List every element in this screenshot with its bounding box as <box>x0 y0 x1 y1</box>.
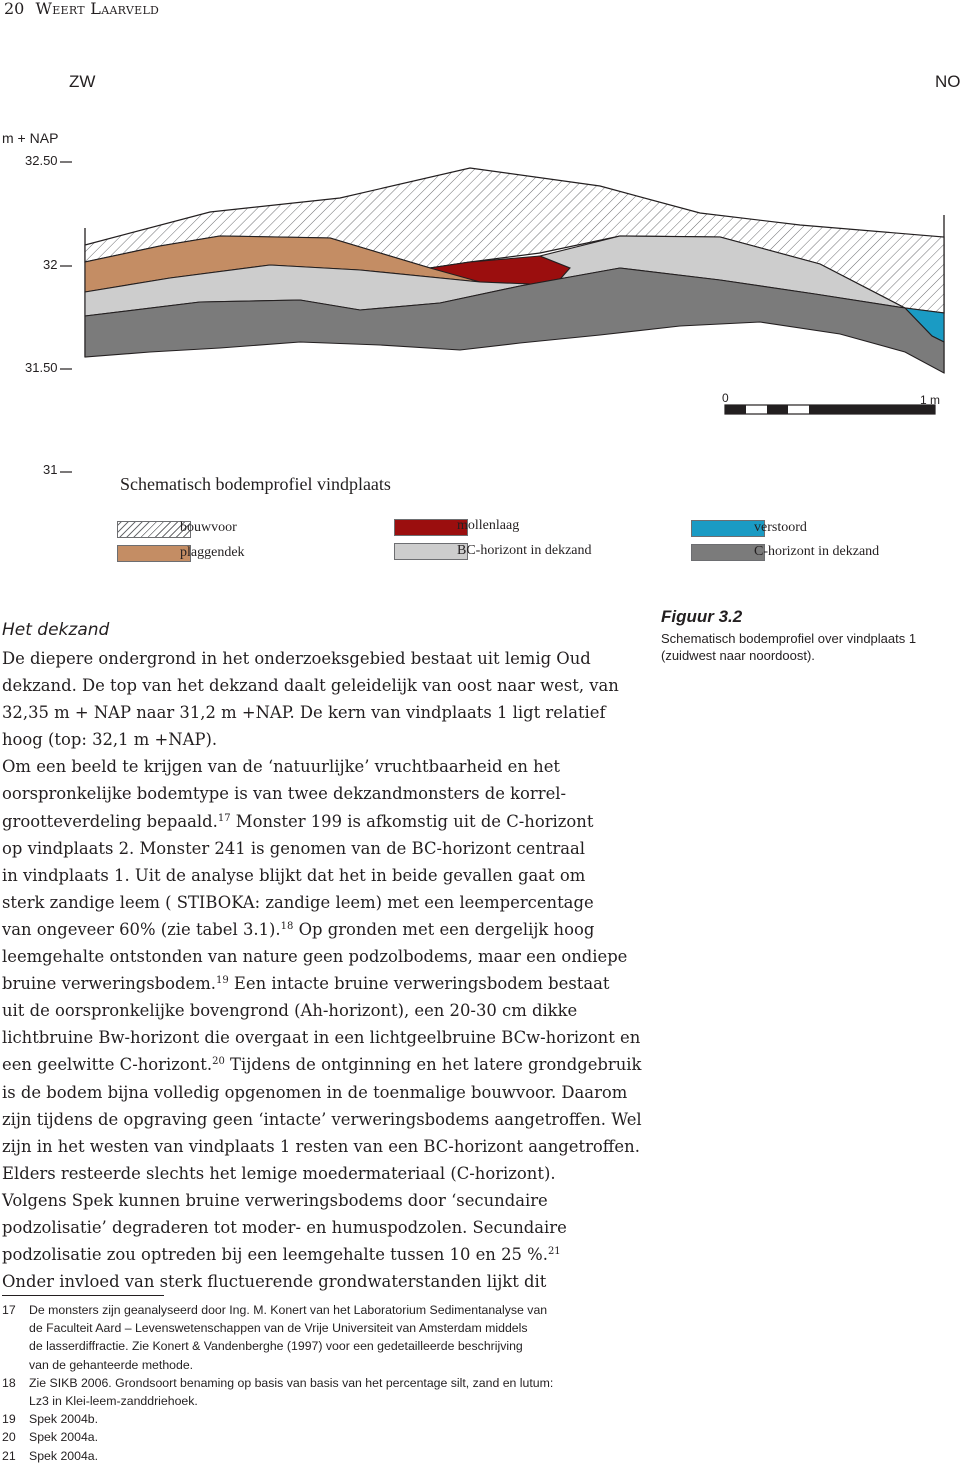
body-line <box>2 1268 632 1295</box>
tick-label: 31.50 <box>25 360 58 375</box>
footnote-line <box>2 1428 553 1446</box>
legend-label-c-horizont: C-horizont in dekzand <box>754 544 880 559</box>
body-text-segment: bruine verweringsbodem. <box>2 974 216 994</box>
caption-line: (zuidwest naar noordoost). <box>661 648 815 663</box>
axis-unit-label: m + NAP <box>2 130 59 146</box>
footnote-ref: 20 <box>212 1056 225 1068</box>
body-line <box>2 1187 632 1214</box>
running-head-author: Weert Laarveld <box>35 0 160 18</box>
body-text-segment: Volgens Spek kunnen bruine verweringsbodems door ‘secundaire <box>2 1190 548 1210</box>
footnote-ref: 21 <box>547 1246 561 1258</box>
body-text-segment: sterk zandige leem ( STIBOKA: zandige leem) met een leempercentage <box>2 892 594 912</box>
body-text-segment: is de bodem bijna volledig opgenomen in de toenmalige bouwvoor. Daarom <box>2 1082 628 1102</box>
body-text-segment: Een intacte bruine verweringsbodem bestaat <box>228 974 610 994</box>
body-line <box>2 1051 642 1078</box>
footnote-number: 21 <box>2 1448 16 1463</box>
legend-label-plaggendek: plaggendek <box>180 545 245 560</box>
caption-line: Schematisch bodemprofiel over vindplaats 1 <box>661 631 917 646</box>
footnote-text: van de gehanteerde methode. <box>29 1357 194 1372</box>
scale-segment <box>725 405 746 414</box>
body-text-segment: Elders resteerde slechts het lemige moedermateriaal (C-horizont). <box>2 1163 556 1183</box>
body-line <box>2 970 632 997</box>
body-text-segment: Monster 199 is afkomstig uit de C-horizont <box>230 811 594 831</box>
footnote-number: 19 <box>2 1412 16 1427</box>
body-line <box>2 835 632 862</box>
scale-end-label: 1 m <box>920 393 941 407</box>
body-line <box>2 1241 632 1268</box>
legend-label-bc-horizont: BC-horizont in dekzand <box>457 543 592 558</box>
orientation-left-label: ZW <box>69 72 96 91</box>
figure-title: Schematisch bodemprofiel vindplaats <box>120 474 391 494</box>
footnote-number: 18 <box>2 1375 16 1390</box>
body-text-segment: dekzand. De top van het dekzand daalt geleidelijk van oost naar west, van <box>2 676 619 696</box>
body-text-segment: De diepere ondergrond in het onderzoeksgebied bestaat uit lemig Oud <box>2 649 591 668</box>
footnote-text: Spek 2004a. <box>29 1430 99 1445</box>
axis-ticks <box>60 162 72 472</box>
body-line <box>2 1106 642 1133</box>
scale-segment <box>809 405 830 414</box>
body-text-segment: hoog (top: 32,1 m +NAP). <box>2 730 218 750</box>
body-line <box>2 645 632 672</box>
body-line <box>2 699 632 726</box>
footnote-text: de lasserdiffractie. Zie Konert & Vandenberghe (1997) voor een gedetailleerde beschrijving <box>29 1339 523 1354</box>
body-text-segment: Onder invloed van sterk fluctuerende grondwaterstanden lijkt dit <box>2 1272 547 1292</box>
body-line <box>2 916 632 943</box>
tick-label: 32 <box>43 257 58 272</box>
footnote-ref: 19 <box>215 975 229 987</box>
body-line <box>2 1214 632 1241</box>
body-line <box>2 1024 641 1051</box>
soil-profile-figure <box>0 0 960 600</box>
body-text-segment: 32,35 m + NAP naar 31,2 m +NAP. De kern van vindplaats 1 ligt relatief <box>2 703 606 723</box>
section-heading: Het dekzand <box>2 620 110 640</box>
body-text-segment: Op gronden met een dergelijk hoog <box>293 919 595 939</box>
body-line <box>2 889 632 916</box>
body-line <box>2 726 632 753</box>
body-text-segment: Om een beeld te krijgen van de ‘natuurlijke’ vruchtbaarheid en het <box>2 757 560 777</box>
body-text-segment: podzolisatie zou optreden bij een leemgehalte tussen 10 en 25 %. <box>2 1245 548 1265</box>
body-line <box>2 1079 632 1106</box>
body-text-segment: zijn tijdens de opgraving geen ‘intacte’ verweringsbodems aangetroffen. Wel <box>2 1109 642 1129</box>
body-text-segment: lichtbruine Bw-horizont die overgaat in een lichtgeelbruine BCw-horizont en <box>2 1028 641 1048</box>
body-line <box>2 997 632 1024</box>
footnote-line <box>2 1301 553 1319</box>
scale-bar <box>725 405 935 414</box>
footnotes <box>2 1301 553 1465</box>
body-text-segment: op vindplaats 2. Monster 241 is genomen van de BC-horizont centraal <box>2 838 586 858</box>
body-line <box>2 672 632 699</box>
legend-label-verstoord: verstoord <box>754 520 807 535</box>
footnote-text: Spek 2004b. <box>29 1412 99 1427</box>
body-text-segment: zijn in het westen van vindplaats 1 resten van een BC-horizont aangetroffen. <box>2 1136 640 1156</box>
body-text-segment: van ongeveer 60% (zie tabel 3.1). <box>2 919 281 939</box>
body-text-segment: oorspronkelijke bodemtype is van twee dekzandmonsters de korrel- <box>2 784 567 804</box>
footnote-text: de Faculteit Aard – Levenswetenschappen van de Vrije Universiteit van Amsterdam middels <box>29 1321 528 1336</box>
body-line <box>2 1160 632 1187</box>
body-text-segment: podzolisatie’ degraderen tot moder- en humuspodzolen. Secundaire <box>2 1217 567 1237</box>
footnote-text: Spek 2004a. <box>29 1448 99 1463</box>
legend-label-bouwvoor: bouwvoor <box>180 520 237 535</box>
body-text <box>2 645 642 1295</box>
caption-text <box>661 630 916 664</box>
footnote-number: 17 <box>2 1303 16 1317</box>
footnote-line <box>2 1356 553 1374</box>
page-number: 20 <box>4 0 25 18</box>
footnote-line <box>2 1447 553 1465</box>
footnote-rule <box>2 1295 164 1296</box>
scale-segment <box>767 405 788 414</box>
body-text-segment: leemgehalte ontstonden van nature geen podzolbodems, maar een ondiepe <box>2 947 628 967</box>
footnote-line <box>2 1319 553 1337</box>
orientation-right-label: NO <box>935 72 960 91</box>
footnote-line <box>2 1410 553 1428</box>
tick-label: 31 <box>43 462 58 477</box>
footnote-text: De monsters zijn geanalyseerd door Ing. M. Konert van het Laboratorium Sedimentanalyse van <box>29 1303 548 1317</box>
footnote-number: 20 <box>2 1430 16 1445</box>
body-line <box>2 1133 640 1160</box>
footnote-ref: 18 <box>280 920 294 932</box>
tick-label: 32.50 <box>25 153 58 168</box>
footnote-text: Zie SIKB 2006. Grondsoort benaming op basis van basis van het percentage silt, zand en lutum: <box>29 1375 554 1390</box>
footnote-text: Lz3 in Klei-leem-zanddriehoek. <box>29 1394 198 1409</box>
body-line <box>2 808 632 835</box>
body-text-segment: Tijdens de ontginning en het latere grondgebruik <box>224 1055 642 1075</box>
footnote-line <box>2 1337 553 1355</box>
footnote-line <box>2 1392 553 1410</box>
body-text-segment: grootteverdeling bepaald. <box>2 811 218 831</box>
footnote-ref: 17 <box>217 812 231 824</box>
body-text-segment: een geelwitte C-horizont. <box>2 1055 213 1075</box>
body-line <box>2 862 632 889</box>
body-line <box>2 780 632 807</box>
body-line <box>2 943 632 970</box>
body-text-segment: uit de oorspronkelijke bovengrond (Ah-horizont), een 20-30 cm dikke <box>2 1001 578 1021</box>
body-text-segment: in vindplaats 1. Uit de analyse blijkt dat het in beide gevallen gaat om <box>2 865 586 885</box>
footnote-line <box>2 1374 553 1392</box>
caption-title: Figuur 3.2 <box>661 607 743 626</box>
legend-label-mollenlaag: mollenlaag <box>457 518 520 533</box>
body-line <box>2 753 632 780</box>
scale-start-label: 0 <box>722 391 729 405</box>
